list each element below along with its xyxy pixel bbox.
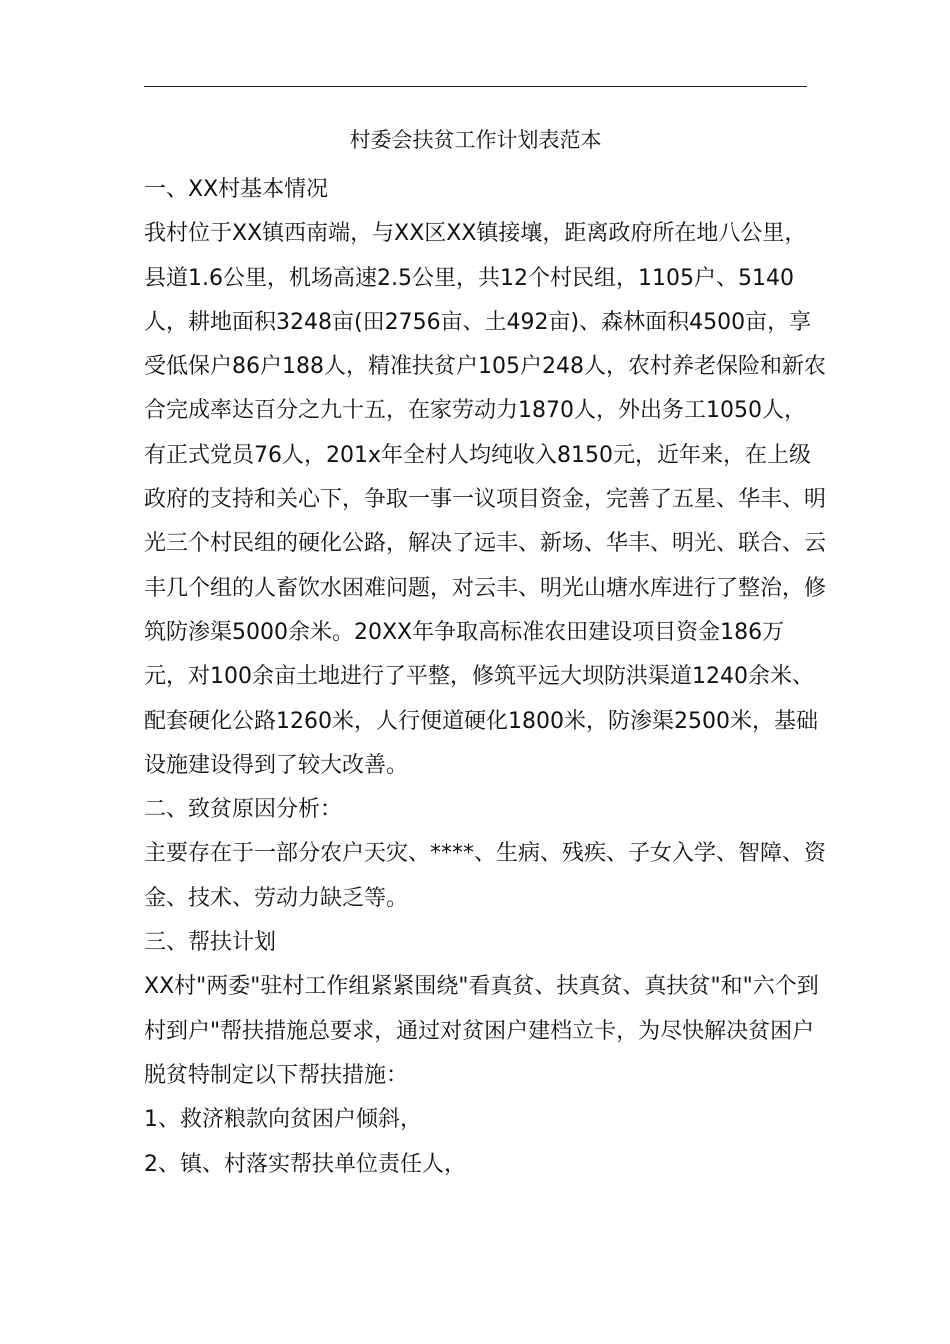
document-body bbox=[144, 168, 826, 1187]
poverty-causes-paragraph: 主要存在于一部分农户天灾、****、生病、残疾、子女入学、智障、资金、技术、劳动力缺乏等。 bbox=[144, 841, 827, 911]
assistance-measure-item: 2、镇、村落实帮扶单位责任人， bbox=[144, 1151, 466, 1177]
section-heading-basic-info: 一、XX村基本情况 bbox=[144, 177, 329, 202]
section-heading-assistance-plan: 三、帮扶计划 bbox=[144, 930, 277, 956]
header-rule bbox=[144, 86, 807, 87]
assistance-measure-item: 1、救济粮款向贫困户倾斜， bbox=[144, 1107, 422, 1133]
section-heading-poverty-causes: 二、致贫原因分析： bbox=[144, 797, 343, 823]
assistance-plan-paragraph: XX村"两委"驻村工作组紧紧围绕"看真贫、扶真贫、真扶贫"和"六个到村到户"帮扶措施总要求，通过对贫困户建档立卡，为尽快解决贫困户脱贫特制定以下帮扶措施： bbox=[144, 974, 819, 1088]
basic-info-paragraph: 我村位于XX镇西南端，与XX区XX镇接壤，距离政府所在地八公里，县道1.6公里，机场高速2.5公里，共12个村民组，1105户、5140人，耕地面积3248亩(田2756亩、土492亩)、森林面积4500亩，享受低保户86户188人，精准扶贫户105户248人，农村养老保险和新农合完成率达百分之九十五，在家劳动力1870人，外出务工1050人，有正式党员76人，201x年全村人均纯收入8150元，近年来，在上级政府的支持和关心下，争取一事一议项目资金，完善了五星、华丰、明光三个村民组的硬化公路，解决了远丰、新场、华丰、明光、联合、云丰几个组的人畜饮水困难问题，对云丰、明光山塘水库进行了整治，修筑防渗渠5000余米。20XX年争取高标准农田建设项目资金186万元，对100余亩土地进行了平整，修筑平远大坝防洪渠道1240余米、配套硬化公路1260米，人行便道硬化1800米，防渗渠2500米，基础设施建设得到了较大改善。 bbox=[144, 221, 827, 778]
document-title: 村委会扶贫工作计划表范本 bbox=[349, 128, 602, 152]
